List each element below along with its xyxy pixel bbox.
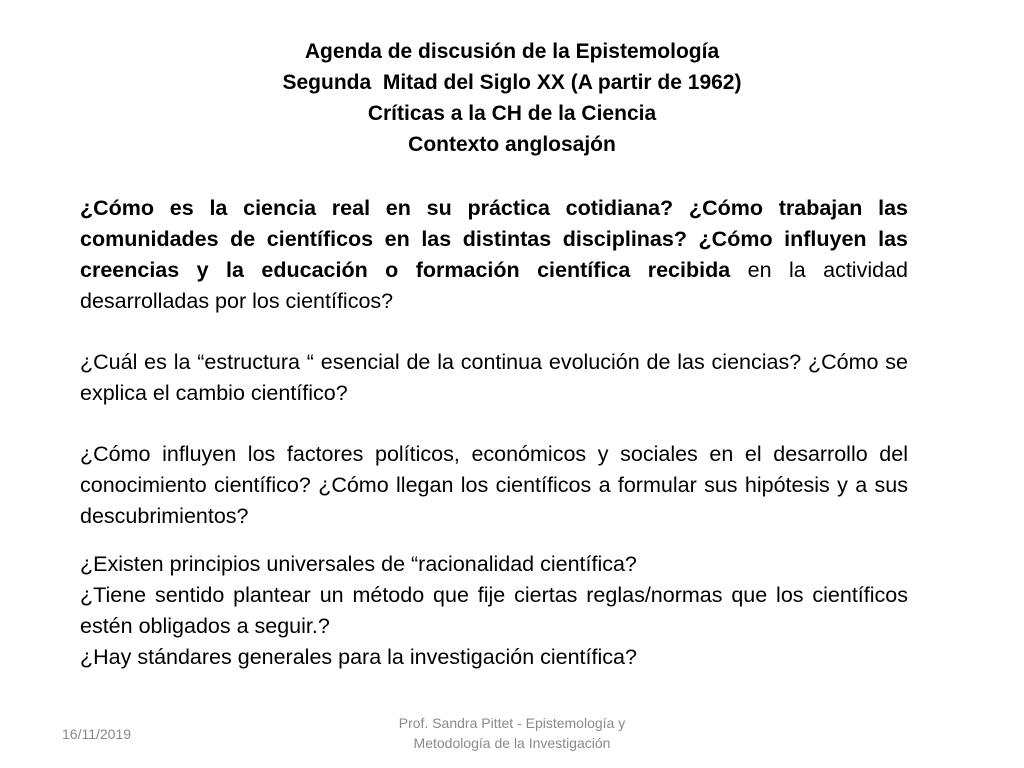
paragraph-1 — [80, 193, 908, 317]
slide-title — [80, 36, 944, 160]
paragraph-4: ¿Existen principios universales de “racionalidad científica? — [80, 552, 637, 576]
slide-body — [80, 193, 908, 673]
paragraph-1-normal: en la actividad desarrolladas por los científicos? — [80, 258, 908, 313]
footer-author-line-2: Metodología de la Investigación — [413, 735, 611, 751]
paragraph-5: ¿Tiene sentido plantear un método que fije ciertas reglas/normas que los científicos estén obligados a seguir.? — [80, 583, 908, 638]
paragraph-2: ¿Cuál es la “estructura “ esencial de la continua evolución de las ciencias? ¿Cómo se explica el cambio científico? — [80, 350, 908, 405]
footer-author-line-1: Prof. Sandra Pittet - Epistemología y — [398, 715, 626, 731]
footer-author — [340, 713, 684, 753]
paragraph-1-bold: ¿Cómo es la ciencia real en su práctica cotidiana? ¿Cómo trabajan las comunidades de científicos en las distintas disciplinas? ¿Cómo influyen las creencias y la educación o formación científica recibida — [80, 196, 908, 282]
footer-date: 16/11/2019 — [62, 726, 132, 742]
title-line-4: Contexto anglosajón — [408, 133, 616, 156]
paragraph-6: ¿Hay stándares generales para la investigación científica? — [80, 645, 637, 669]
paragraph-3: ¿Cómo influyen los factores políticos, económicos y sociales en el desarrollo del conocimiento científico? ¿Cómo llegan los científicos a formular sus hipótesis y a sus descubrimientos? — [80, 442, 908, 528]
title-line-1: Agenda de discusión de la Epistemología — [304, 40, 720, 63]
title-line-2: Segunda Mitad del Siglo XX (A partir de 1962) — [282, 71, 742, 94]
title-line-3: Críticas a la CH de la Ciencia — [367, 102, 657, 125]
